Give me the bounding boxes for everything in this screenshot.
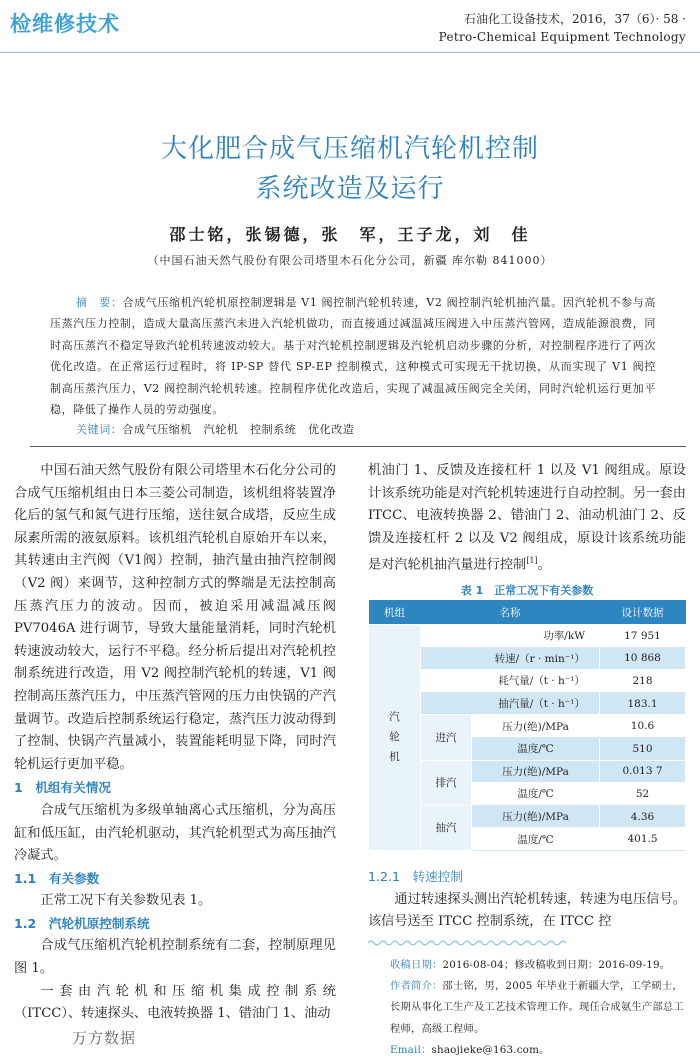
- row-value: 4.36: [600, 805, 686, 828]
- section-1-2-paragraph-2-cont: （ITCC）、转速探头、电液转换器 1、错油门 1、油动: [14, 1006, 331, 1022]
- keywords-text: 合成气压缩机 汽轮机 控制系统 优化改造: [122, 423, 355, 436]
- intro-paragraph: 中国石油天然气股份有限公司塔里木石化分公司的合成气压缩机组由日本三菱公司制造，该机组将装置净化后的氢气和氮气进行压缩，送往氨合成塔，反应生成尿素所需的液氨原料。该机组汽轮机自原始开车以来，其转速由主汽阀（V1阀）控制，抽汽量由抽汽控制阀（V2 阀）来调节，这种控制方式的弊端是无法控制高压蒸汽压力的波动。因而，被迫采用减温减压阀 PV7046A 进行调节，导致大量能量消耗，同时汽轮机转速波动较大，运行不平稳。经分析后提出对汽轮机控制系统进行改造，用 V2 阀控制汽轮机的转速，V1 阀控制高压蒸汽压力，中压蒸汽管网的压力由快锅的产汽量调节。改造后控制系统运行稳定，蒸汽压力波动得到了控制、快锅产汽量减小，装置能耗明显下降，同时汽轮机运行更加平稳。: [14, 463, 336, 772]
- row-value: 218: [600, 670, 686, 693]
- continued-paragraph: [368, 460, 686, 577]
- section-1-2-1-paragraph: 通过转速探头测出汽轮机转速，转速为电压信号。该信号送至 ITCC 控制系统，在 ITCC 控: [368, 891, 686, 930]
- section-1-paragraph: 合成气压缩机为多级单轴离心式压缩机，分为高压缸和低压缸，由汽轮机驱动，其汽轮机型式为高压抽汽冷凝式。: [14, 802, 336, 864]
- reference-marker: [1]: [526, 556, 538, 566]
- abstract-separator: [30, 446, 686, 447]
- right-column-top: [368, 460, 686, 577]
- continued-paragraph-text: 机油门 1、反馈及连接杠杆 1 以及 V1 阀组成。原设计该系统功能是对汽轮机转速进行自动控制。另一套由 ITCC、电液转换器 2、错油门 2、油动机油门 2、反馈及连接杠杆 2 以及 V2 阀组成，原设计该系统功能是对汽轮机抽汽量进行控制: [368, 463, 686, 573]
- email-address[interactable]: shaojieke@163.com。: [431, 1043, 550, 1056]
- section-1-2-paragraph-2: 一套由汽轮机和压缩机集成控制系统: [40, 983, 336, 999]
- keywords: [76, 421, 354, 437]
- row-name: 耗气量/（t · h⁻¹）: [421, 670, 600, 693]
- row-value: 17 951: [600, 625, 686, 648]
- keywords-label: 关键词：: [76, 423, 123, 436]
- email-label: Email：: [390, 1043, 432, 1056]
- abstract: [50, 292, 656, 420]
- subgroup-label-extraction: 抽汽: [421, 805, 472, 850]
- table-caption: 表 1 正常工况下有关参数: [460, 584, 594, 597]
- footnote-wavy-divider: [368, 938, 686, 948]
- row-value: 52: [600, 783, 686, 806]
- section-1-heading: 1 机组有关情况: [14, 780, 111, 796]
- section-1-2-paragraph: 合成气压缩机汽轮机控制系统有二套，控制原理见图 1。: [14, 938, 336, 977]
- section-1-1-heading: 1.1 有关参数: [14, 870, 100, 886]
- received-label: 收稿日期：: [390, 959, 443, 971]
- group-label-turbine: [369, 625, 421, 851]
- row-value: 183.1: [600, 692, 686, 715]
- table-row: [369, 625, 686, 648]
- row-value: 0.013 7: [600, 760, 686, 783]
- row-name: 压力(绝)/MPa: [472, 805, 600, 828]
- row-name: 压力(绝)/MPa: [472, 715, 600, 738]
- table-header-name: 名称: [421, 600, 600, 625]
- title-line-1: 大化肥合成气压缩机汽轮机控制: [160, 134, 539, 164]
- affiliation: （中国石油天然气股份有限公司塔里木石化分公司，新疆 库尔勒 841000）: [147, 254, 553, 267]
- section-1-1-paragraph: 正常工况下有关参数见表 1。: [40, 893, 212, 909]
- received-dates: 2016-08-04；修改稿收到日期：2016-09-19。: [442, 959, 671, 971]
- watermark: 万方数据: [72, 1029, 137, 1047]
- row-name: 温度/℃: [472, 828, 600, 851]
- section-1-2-heading: 1.2 汽轮机原控制系统: [14, 915, 150, 931]
- header-rule: [0, 52, 700, 53]
- table-header-row: [369, 600, 686, 625]
- footnote: [390, 955, 686, 1061]
- authors: 邵士铭，张锡德，张 军，王子龙，刘 佳: [169, 225, 531, 244]
- row-value: 401.5: [600, 828, 686, 851]
- row-name: 温度/℃: [472, 783, 600, 806]
- subgroup-label-exhaust: 排汽: [421, 760, 472, 805]
- footnote-author: [390, 976, 686, 1040]
- row-name: 抽汽量/（t · h⁻¹）: [421, 692, 600, 715]
- journal-citation: 石油化工设备技术，2016，37（6）· 58 ·: [464, 12, 686, 26]
- row-value: 10 868: [600, 647, 686, 670]
- row-name: 转速/（r · min⁻¹）: [421, 647, 600, 670]
- row-name: 压力(绝)/MPa: [472, 760, 600, 783]
- journal-english-name: Petro-Chemical Equipment Technology: [438, 30, 686, 44]
- author-label: 作者简介：: [390, 980, 443, 993]
- right-column-bottom: [368, 866, 686, 934]
- abstract-label: 摘 要：: [76, 296, 123, 309]
- row-value: 10.6: [600, 715, 686, 738]
- section-tag: 检维修技术: [10, 12, 120, 36]
- title-line-2: 系统改造及运行: [255, 174, 445, 204]
- continued-paragraph-end: 。: [537, 557, 551, 573]
- author-bio: 邵士铭，男，2005 年毕业于新疆大学，工学硕士，长期从事化工生产及工艺技术管理工作。现任合成氨生产部总工程师，高级工程师。: [390, 980, 684, 1035]
- parameters-table: [368, 600, 686, 851]
- table-header-value: 设计数据: [600, 600, 686, 625]
- row-value: 510: [600, 737, 686, 760]
- footnote-email: [390, 1040, 686, 1061]
- group-label-text: 汽轮机: [389, 711, 400, 764]
- row-name: 功率/kW: [421, 625, 600, 648]
- left-column: [14, 460, 336, 1026]
- section-1-2-1-heading: 1.2.1 转速控制: [368, 869, 464, 884]
- table-header-unit: 机组: [369, 600, 421, 625]
- row-name: 温度/℃: [472, 737, 600, 760]
- footnote-received: [390, 955, 686, 976]
- abstract-text: 合成气压缩机汽轮机原控制逻辑是 V1 阀控制汽轮机转速，V2 阀控制汽轮机抽汽量。因汽轮机不参与高压蒸汽压力控制，造成大量高压蒸汽未进入汽轮机做功，而直接通过减温减压阀进入中压蒸汽管网，造成能源浪费，同时高压蒸汽不稳定导致汽轮机转速波动较大。基于对汽轮机控制逻辑及汽轮机启动步骤的分析，对控制程序进行了两次优化改造。在正常运行过程时，将 IP-SP 替代 SP-EP 控制模式，这种模式可实现无干扰切换，从而实现了 V1 阀控制高压蒸汽压力，V2 阀控制汽轮机转速。控制程序优化改造后，实现了减温减压阀完全关闭，同时汽轮机运行更加平稳，降低了操作人员的劳动强度。: [50, 296, 656, 417]
- subgroup-label-inlet: 进汽: [421, 715, 472, 760]
